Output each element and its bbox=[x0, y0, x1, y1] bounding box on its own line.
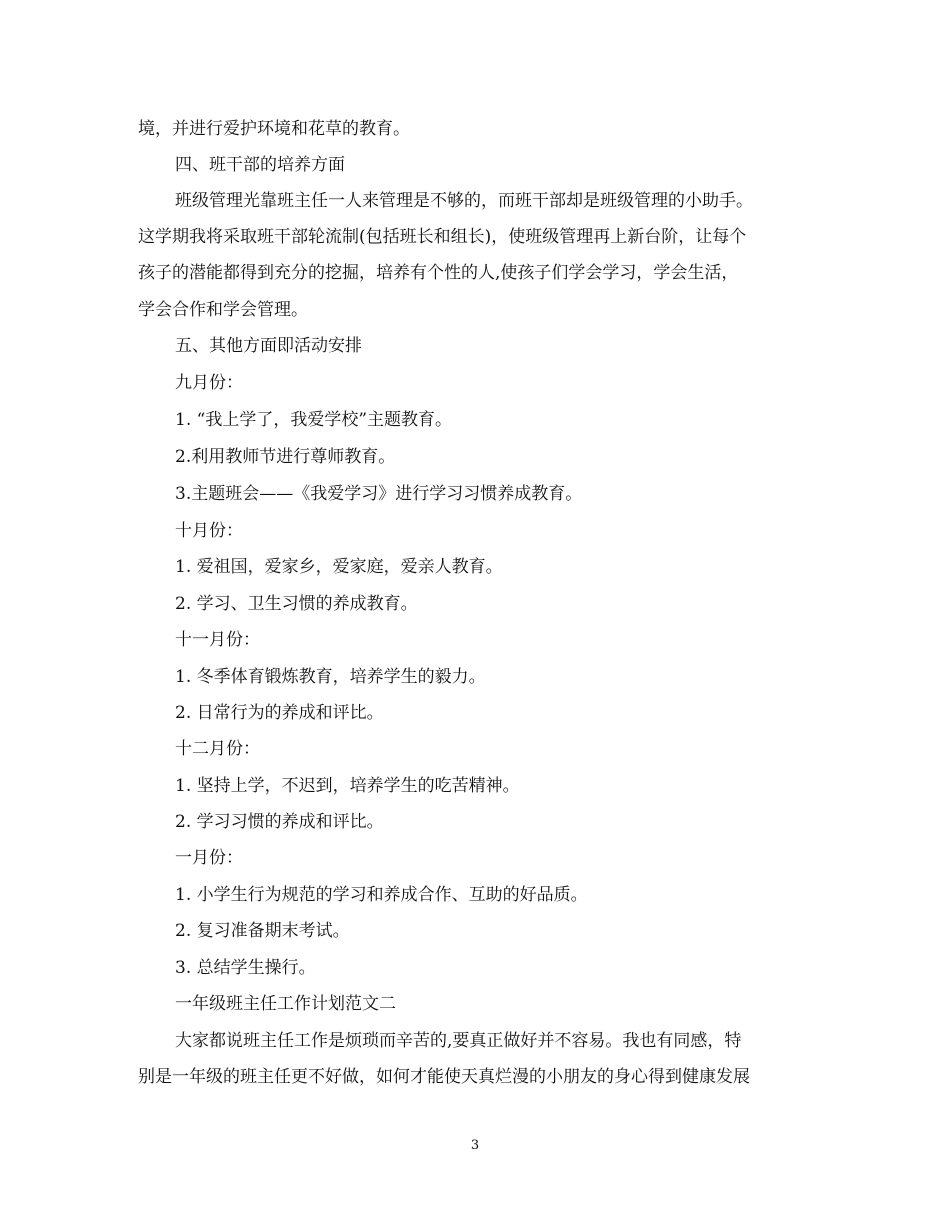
list-item: 1. “我上学了，我爱学校”主题教育。 bbox=[175, 410, 453, 430]
month-heading: 九月份： bbox=[175, 373, 243, 393]
text-line: 班级管理光靠班主任一人来管理是不够的，而班干部却是班级管理的小助手。 bbox=[175, 191, 753, 211]
list-item: 3.主题班会——《我爱学习》进行学习习惯养成教育。 bbox=[175, 484, 583, 504]
list-item: 2. 学习、卫生习惯的养成教育。 bbox=[175, 594, 418, 614]
section-heading: 一年级班主任工作计划范文二 bbox=[175, 994, 396, 1014]
section-heading: 四、班干部的培养方面 bbox=[175, 155, 345, 175]
section-heading: 五、其他方面即活动安排 bbox=[175, 336, 362, 356]
text-line: 学会合作和学会管理。 bbox=[138, 300, 308, 320]
month-heading: 十一月份： bbox=[175, 630, 260, 650]
text-line: 别是一年级的班主任更不好做，如何才能使天真烂漫的小朋友的身心得到健康发展 bbox=[138, 1067, 750, 1087]
list-item: 1. 坚持上学，不迟到，培养学生的吃苦精神。 bbox=[175, 776, 520, 796]
list-item: 1. 小学生行为规范的学习和养成合作、互助的好品质。 bbox=[175, 885, 588, 905]
text-line: 孩子的潜能都得到充分的挖掘，培养有个性的人,使孩子们学会学习，学会生活， bbox=[138, 263, 739, 283]
list-item: 1. 爱祖国，爱家乡，爱家庭，爱亲人教育。 bbox=[175, 557, 503, 577]
list-item: 1. 冬季体育锻炼教育，培养学生的毅力。 bbox=[175, 667, 486, 687]
text-line: 这学期我将采取班干部轮流制(包括班长和组长)，使班级管理再上新台阶，让每个 bbox=[138, 227, 747, 247]
month-heading: 一月份： bbox=[175, 848, 243, 868]
page-number: 3 bbox=[470, 1138, 480, 1153]
list-item: 2.利用教师节进行尊师教育。 bbox=[175, 447, 396, 467]
text-line: 境，并进行爱护环境和花草的教育。 bbox=[138, 119, 410, 139]
month-heading: 十二月份： bbox=[175, 739, 260, 759]
list-item: 3. 总结学生操行。 bbox=[175, 958, 316, 978]
list-item: 2. 学习习惯的养成和评比。 bbox=[175, 812, 384, 832]
month-heading: 十月份： bbox=[175, 521, 243, 541]
text-line: 大家都说班主任工作是烦琐而辛苦的,要真正做好并不容易。我也有同感，特 bbox=[175, 1031, 742, 1051]
list-item: 2. 复习准备期末考试。 bbox=[175, 921, 350, 941]
list-item: 2. 日常行为的养成和评比。 bbox=[175, 703, 384, 723]
